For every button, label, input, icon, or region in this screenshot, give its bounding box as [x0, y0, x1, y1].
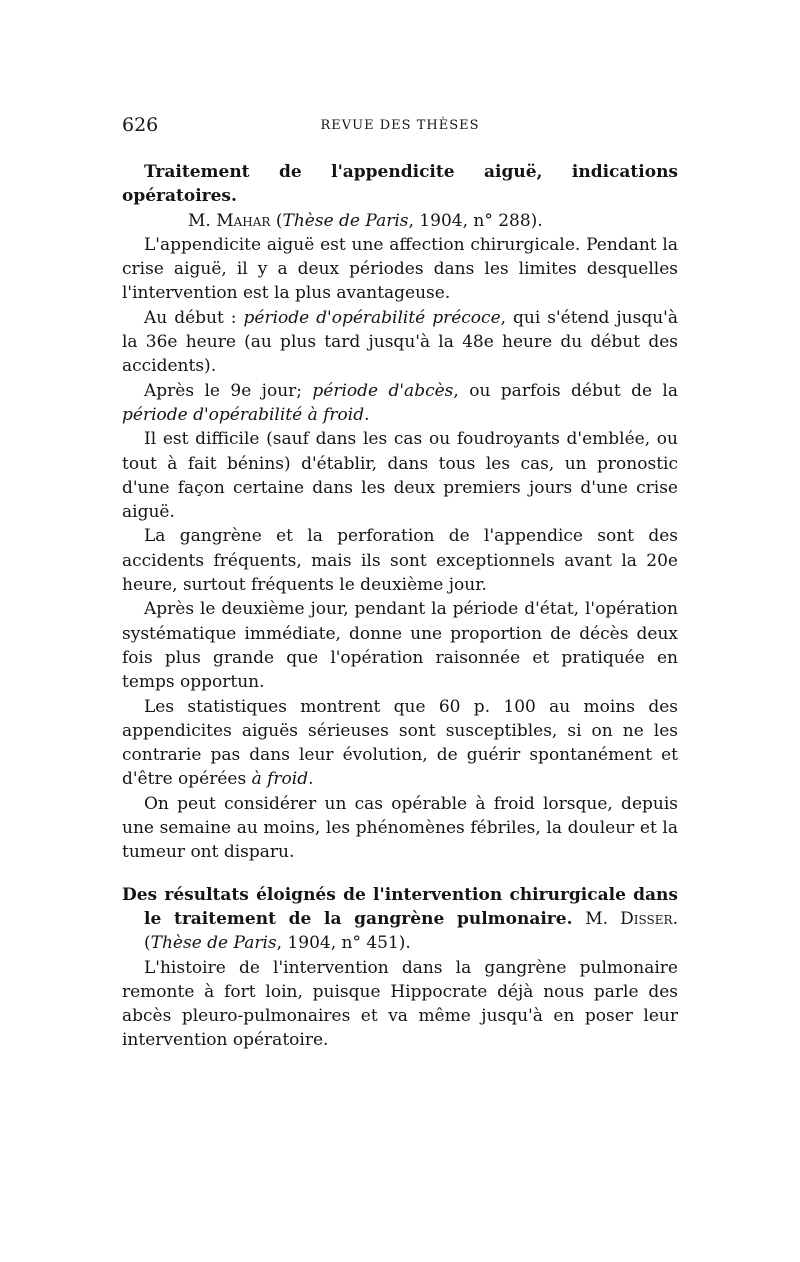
article-1-author: Mahar: [216, 210, 271, 231]
article-1-paragraph-6: Après le deuxième jour, pendant la période d'état, l'opération systématique immédiate, donne une proportion de décès deux fois plus grande que l'opération raisonnée et pratiquée en temps opportun.: [122, 599, 678, 693]
page-header: [122, 114, 678, 138]
article-1-author-prefix: M.: [188, 210, 211, 231]
article-1-ref-open: (: [275, 210, 283, 231]
article-1-title: Traitement de l'appendicite aiguë, indications opératoires.: [122, 162, 678, 207]
article-1-paragraph-8: On peut considérer un cas opérable à froid lorsque, depuis une semaine au moins, les phénomènes fébriles, la douleur et la tumeur ont disparu.: [122, 793, 678, 863]
article-1-paragraph-7: [122, 695, 678, 792]
running-title: REVUE DES THÈSES: [320, 118, 480, 133]
article-1-paragraph-2: [122, 306, 678, 379]
article-2-heading: [122, 883, 678, 956]
article-1-paragraph-1: L'appendicite aiguë est une affection chirurgicale. Pendant la crise aiguë, il y a deux périodes dans les limites desquelles l'intervention est la plus avantageuse.: [122, 234, 678, 304]
article-2-ref-source: Thèse de Paris: [150, 933, 277, 954]
p3-text-b: , ou parfois début de la: [453, 380, 678, 401]
p3-text-a: Après le 9e jour;: [144, 380, 313, 401]
page-number: 626: [122, 114, 159, 136]
article-2-ref-open: . (: [144, 908, 678, 954]
p7-italic: à froid.: [251, 769, 314, 790]
article-1-paragraph-5: La gangrène et la perforation de l'appendice sont des accidents fréquents, mais ils sont exceptionnels avant la 20e heure, surtout fréquents le deuxième jour.: [122, 526, 678, 596]
article-2-ref-rest: , 1904, n° 451).: [276, 933, 411, 954]
article-2-paragraph-1: L'histoire de l'intervention dans la gangrène pulmonaire remonte à fort loin, puisque Hippocrate déjà nous parle des abcès pleuro-pulmonaires et va même jusqu'à en poser leur intervention opératoire.: [122, 957, 678, 1051]
article-1-reference: [122, 209, 678, 233]
article-1-paragraph-3: [122, 379, 678, 428]
p2-text-b: , qui s'étend jusqu'à la 36e heure (au plus tard jusqu'à la 48e heure du début des accidents).: [122, 307, 678, 377]
article-2-author: Disser: [620, 908, 673, 929]
p3-italic-1: période d'abcès: [312, 380, 454, 401]
article-1-ref-source: Thèse de Paris: [282, 210, 409, 231]
article-1-paragraph-4: Il est difficile (sauf dans les cas ou foudroyants d'emblée, ou tout à fait bénins) d'établir, dans tous les cas, un pronostic d'une façon certaine dans les deux premiers jours d'une crise aiguë.: [122, 429, 678, 523]
p7-text-a: Les statistiques montrent que 60 p. 100 au moins des appendicites aiguës sérieuses sont susceptibles, si on ne les contrarie pas dans leur évolution, de guérir spontanément et d'être opérées: [122, 696, 678, 790]
p2-italic: période d'opérabilité précoce: [243, 307, 501, 328]
p2-text-a: Au début :: [144, 307, 244, 328]
article-2-title: Des résultats éloignés de l'intervention chirurgicale dans le traitement de la gangrène pulmonaire.: [122, 884, 678, 929]
article-1-ref-rest: , 1904, n° 288).: [408, 210, 543, 231]
article-2-author-prefix: M.: [585, 908, 608, 929]
page-body: [122, 160, 678, 1053]
p3-italic-2: période d'opérabilité à froid.: [122, 404, 370, 425]
